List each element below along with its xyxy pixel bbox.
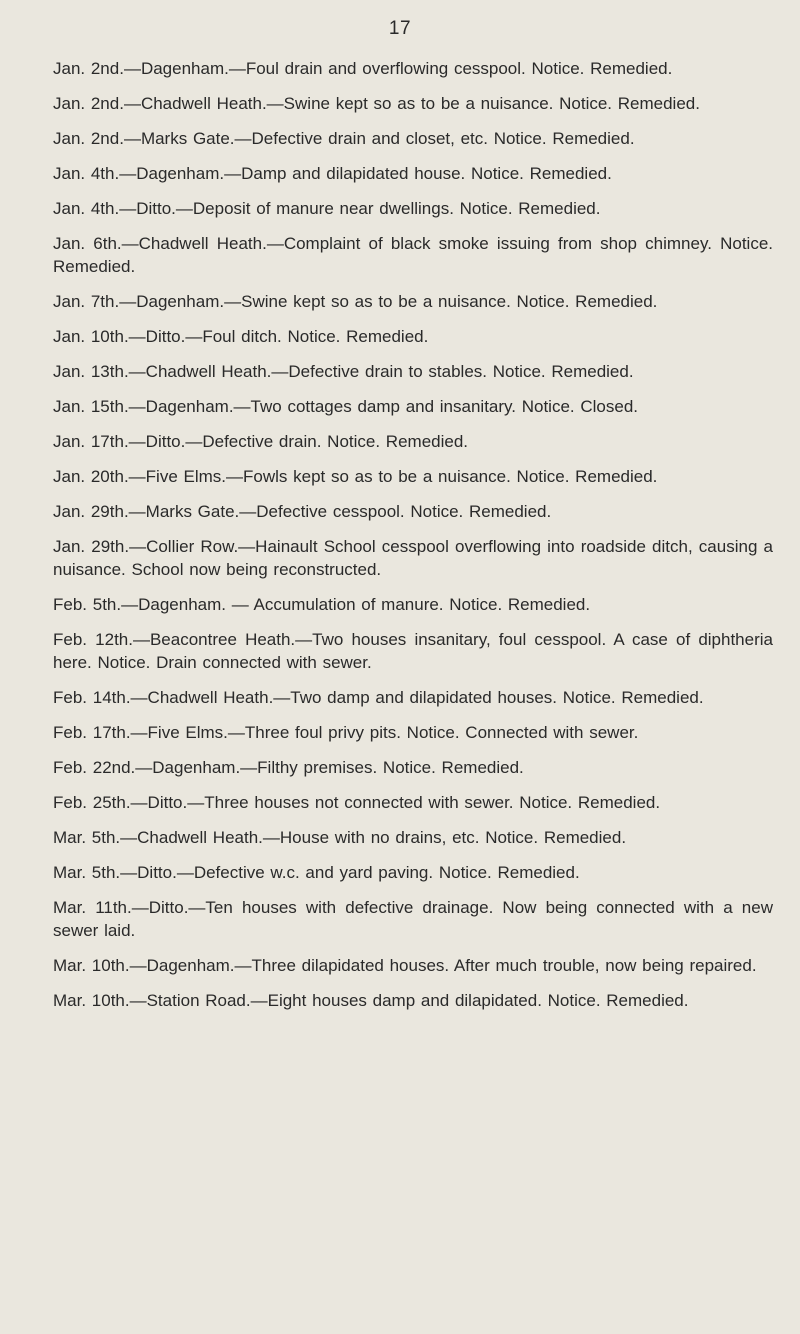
page-number: 17 (388, 18, 412, 39)
entry: Jan. 2nd.—Dagenham.—Foul drain and overflowing cesspool. Notice. Remedied. (53, 59, 673, 78)
entry: Jan. 20th.—Five Elms.—Fowls kept so as to be a nuisance. Notice. Remedied. (53, 467, 658, 486)
entry: Mar. 11th.—Ditto.—Ten houses with defective drainage. Now being connected with a new sewer laid. (53, 898, 773, 940)
entries-list (53, 57, 773, 1024)
entry: Jan. 13th.—Chadwell Heath.—Defective drain to stables. Notice. Remedied. (53, 362, 634, 381)
entry: Jan. 10th.—Ditto.—Foul ditch. Notice. Remedied. (53, 327, 429, 346)
entry: Jan. 29th.—Marks Gate.—Defective cesspool. Notice. Remedied. (53, 502, 552, 521)
entry: Jan. 7th.—Dagenham.—Swine kept so as to be a nuisance. Notice. Remedied. (53, 292, 658, 311)
entry: Jan. 4th.—Dagenham.—Damp and dilapidated house. Notice. Remedied. (53, 164, 612, 183)
entry: Mar. 5th.—Ditto.—Defective w.c. and yard paving. Notice. Remedied. (53, 863, 580, 882)
entry: Feb. 25th.—Ditto.—Three houses not connected with sewer. Notice. Remedied. (53, 793, 661, 812)
entry: Feb. 5th.—Dagenham. — Accumulation of manure. Notice. Remedied. (53, 595, 591, 614)
entry: Mar. 5th.—Chadwell Heath.—House with no drains, etc. Notice. Remedied. (53, 828, 627, 847)
entry: Jan. 29th.—Collier Row.—Hainault School cesspool overflowing into roadside ditch, causing a nuisance. School now being reconstructed. (53, 537, 773, 579)
entry: Jan. 4th.—Ditto.—Deposit of manure near dwellings. Notice. Remedied. (53, 199, 601, 218)
entry: Jan. 2nd.—Chadwell Heath.—Swine kept so as to be a nuisance. Notice. Remedied. (53, 94, 700, 113)
entry: Jan. 2nd.—Marks Gate.—Defective drain and closet, etc. Notice. Remedied. (53, 129, 635, 148)
entry: Mar. 10th.—Station Road.—Eight houses damp and dilapidated. Notice. Remedied. (53, 991, 689, 1010)
entry: Feb. 22nd.—Dagenham.—Filthy premises. Notice. Remedied. (53, 758, 524, 777)
entry: Mar. 10th.—Dagenham.—Three dilapidated houses. After much trouble, now being repaired. (53, 956, 757, 975)
entry: Feb. 12th.—Beacontree Heath.—Two houses insanitary, foul cesspool. A case of diphtheria here. Notice. Drain connected with sewer. (53, 630, 773, 672)
entry: Feb. 17th.—Five Elms.—Three foul privy pits. Notice. Connected with sewer. (53, 723, 639, 742)
entry: Jan. 17th.—Ditto.—Defective drain. Notice. Remedied. (53, 432, 469, 451)
entry: Feb. 14th.—Chadwell Heath.—Two damp and dilapidated houses. Notice. Remedied. (53, 688, 704, 707)
entry: Jan. 6th.—Chadwell Heath.—Complaint of black smoke issuing from shop chimney. Notice. Remedied. (53, 234, 773, 276)
entry: Jan. 15th.—Dagenham.—Two cottages damp and insanitary. Notice. Closed. (53, 397, 638, 416)
